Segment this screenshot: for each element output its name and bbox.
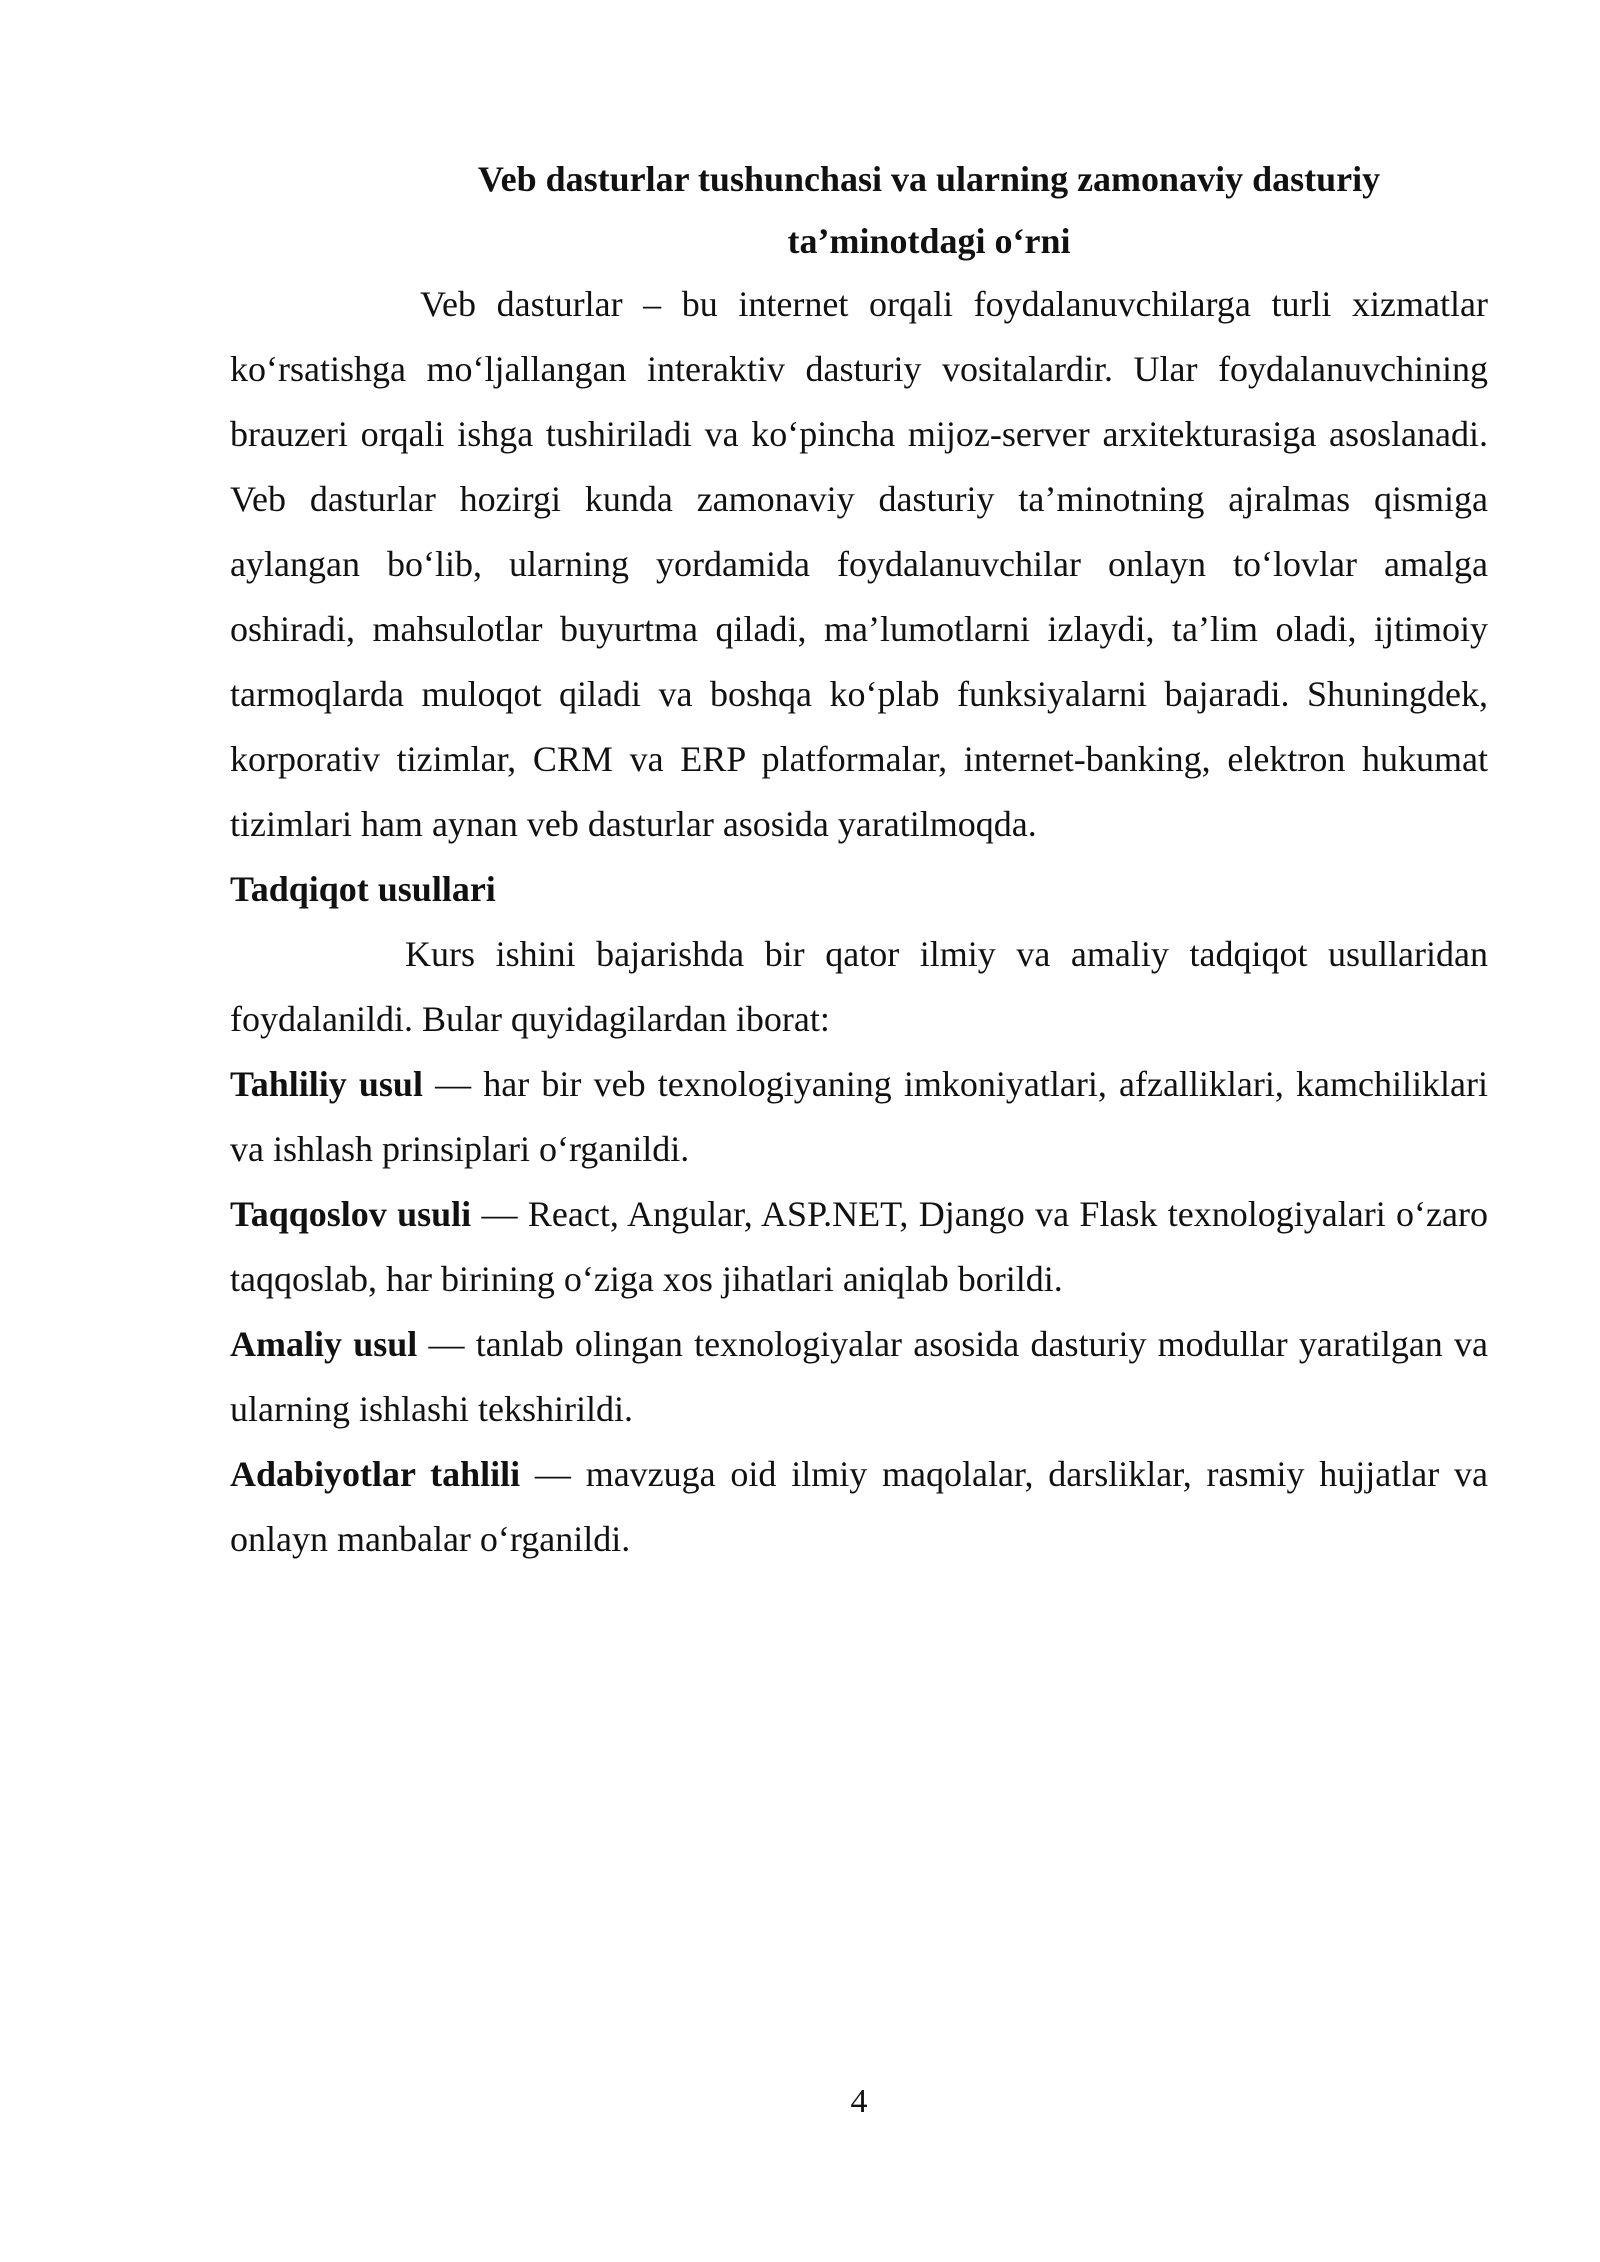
title-line-1: Veb dasturlar tushunchasi va ularning zamonaviy dasturiy [477,159,1381,199]
method-description: — React, Angular, ASP.NET, Django va Flask texnologiyalari o‘zaro taqqoslab, har birining o‘ziga xos jihatlari aniqlab borildi. [230,1194,1488,1299]
document-title [230,148,1488,272]
method-term: Tahliliy usul [230,1064,423,1104]
method-description: — har bir veb texnologiyaning imkoniyatlari, afzalliklari, kamchiliklari va ishlash prinsiplari o‘rganildi. [230,1064,1488,1169]
method-description: — mavzuga oid ilmiy maqolalar, darsliklar, rasmiy hujjatlar va onlayn manbalar o‘rganildi. [230,1454,1488,1559]
method-item-literature [230,1442,1488,1572]
method-item-analytical [230,1052,1488,1182]
page-number: 4 [850,2083,868,2120]
method-item-practical [230,1312,1488,1442]
methods-intro-paragraph: Kurs ishini bajarishda bir qator ilmiy va amaliy tadqiqot usullaridan foydalanildi. Bular quyidagilardan iborat: [230,934,1488,1039]
method-term: Amaliy usul [230,1324,418,1364]
intro-paragraph: Veb dasturlar – bu internet orqali foydalanuvchilarga turli xizmatlar ko‘rsatishga mo‘ljallangan interaktiv dasturiy vositalardir. Ular foydalanuvchining brauzeri orqali ishga tushiriladi va ko‘pincha mijoz-server arxitekturasiga asoslanadi. Veb dasturlar hozirgi kunda zamonaviy dasturiy ta’minotning ajralmas qismiga aylangan bo‘lib, ularning yordamida foydalanuvchilar onlayn to‘lovlar amalga oshiradi, mahsulotlar buyurtma qiladi, ma’lumotlarni izlaydi, ta’lim oladi, ijtimoiy tarmoqlarda muloqot qiladi va boshqa ko‘plab funksiyalarni bajaradi. Shuningdek, korporativ tizimlar, CRM va ERP platformalar, internet-banking, elektron hukumat tizimlari ham aynan veb dasturlar asosida yaratilmoqda. [230,284,1488,844]
method-description: — tanlab olingan texnologiyalar asosida dasturiy modullar yaratilgan va ularning ishlashi tekshirildi. [230,1324,1489,1429]
page-content [230,148,1488,1572]
section-heading: Tadqiqot usullari [230,869,496,909]
method-item-comparative [230,1182,1488,1312]
title-line-2: ta’minotdagi o‘rni [787,221,1071,261]
method-term: Adabiyotlar tahlili [230,1454,521,1494]
method-term: Taqqoslov usuli [230,1194,472,1234]
